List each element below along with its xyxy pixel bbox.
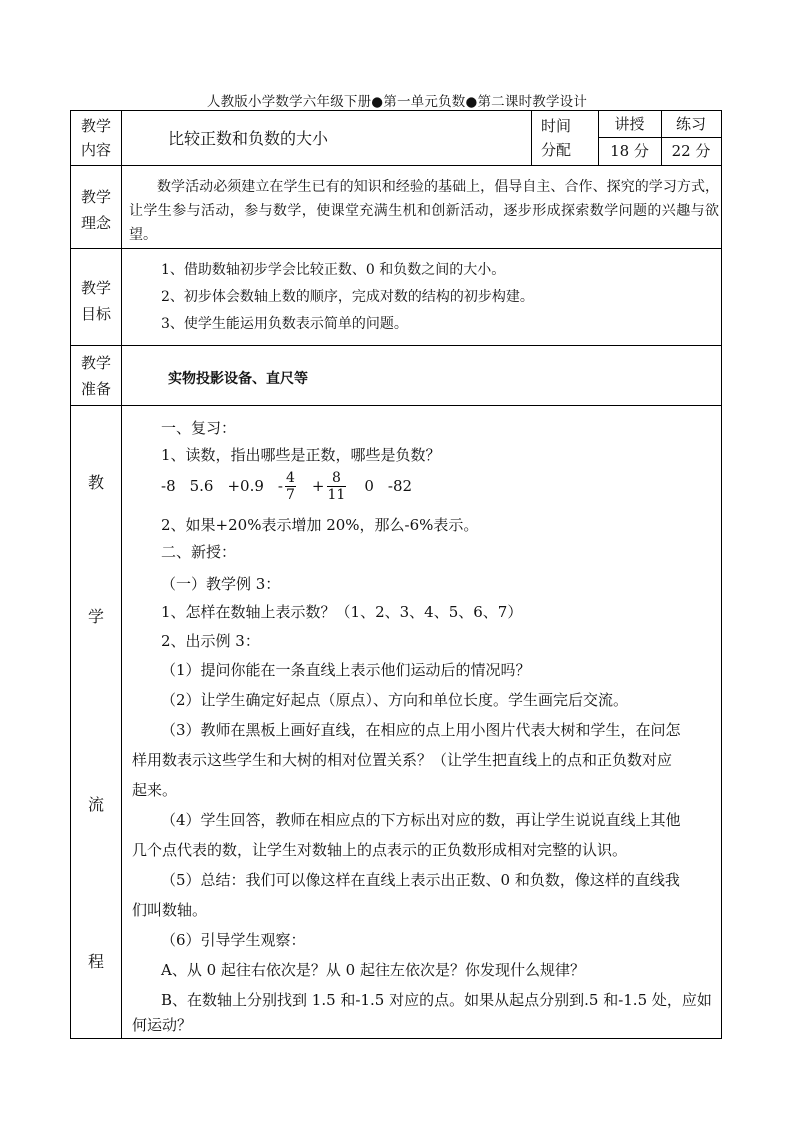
sub-step-1: （1）提问你能在一条直线上表示他们运动后的情况吗？ (161, 661, 531, 679)
row-label-prep-2: 准备 (80, 380, 111, 398)
document-header-title: 人教版小学数学六年级下册●第一单元负数●第二课时教学设计 (206, 94, 588, 110)
step-2: 2、出示例 3： (161, 632, 260, 650)
row-label-idea-2: 理念 (80, 214, 111, 232)
row-divider (598, 137, 721, 138)
process-label-char: 学 (87, 607, 104, 626)
teach-time: 18 分 (610, 142, 649, 160)
process-label-char: 程 (87, 952, 104, 971)
number-item: -82 (387, 477, 413, 495)
prep-text: 实物投影设备、直尺等 (168, 371, 308, 387)
row-divider (71, 405, 721, 406)
process-label-char: 教 (87, 473, 104, 492)
teaching-idea-text: 数学活动必须建立在学生已有的知识和经验的基础上，倡导自主、合作、探究的学习方式，让学生参与活动，参与数学，使课堂充满生机和创新活动，逐步形成探索数学问题的兴趣与欲望。 (129, 179, 719, 243)
observation-b-line-1: B、在数轴上分别找到 1.5 和-1.5 对应的点。如果从起点分别到.5 和-1.5 处，应如 (161, 991, 712, 1009)
row-label-content-2: 内容 (80, 141, 111, 159)
number-item: +0.9 (227, 477, 264, 495)
sub-step-3-line-2: 样用数表示这些学生和大树的相对位置关系？（让学生把直线上的点和正负数对应 (132, 751, 673, 769)
time-label-1: 时间 (541, 117, 572, 135)
sub-step-2: （2）让学生确定好起点（原点）、方向和单位长度。学生画完后交流。 (161, 691, 629, 709)
review-question-2: 2、如果+20%表示增加 20%，那么-6%表示。 (161, 516, 479, 534)
goal-item: 1、借助数轴初步学会比较正数、0 和负数之间的大小。 (161, 262, 506, 278)
number-list (161, 466, 412, 506)
practice-time: 22 分 (671, 142, 711, 160)
sub-step-5-line-2: 们叫数轴。 (132, 901, 208, 919)
observation-b-line-2: 何运动？ (132, 1016, 193, 1034)
row-label-goal-1: 教学 (80, 279, 111, 297)
lesson-title: 比较正数和负数的大小 (168, 129, 329, 148)
sub-step-3-line-3: 起来。 (132, 781, 178, 799)
row-label-goal-2: 目标 (80, 305, 111, 323)
row-label-idea-1: 教学 (80, 188, 111, 206)
row-divider (71, 165, 721, 166)
number-item: -8 (161, 477, 176, 495)
teach-label: 讲授 (614, 115, 645, 133)
column-divider (121, 111, 122, 1038)
row-label-prep-1: 教学 (80, 354, 111, 372)
fraction-sign: + (311, 477, 325, 495)
number-item: 0 (364, 477, 374, 495)
example-heading: （一）教学例 3： (161, 575, 281, 593)
row-label-content-1: 教学 (80, 117, 111, 135)
fraction-numerator: 8 (327, 470, 347, 487)
row-divider (71, 248, 721, 249)
sub-step-4-line-1: （4）学生回答，教师在相应点的下方标出对应的数，再让学生说说直线上其他 (161, 811, 681, 829)
new-section-heading: 二、新授： (161, 543, 237, 561)
practice-label: 练习 (675, 115, 706, 133)
review-heading: 一、复习： (161, 419, 237, 437)
column-divider (531, 111, 532, 165)
fraction-item (327, 470, 347, 503)
sub-step-5-line-1: （5）总结：我们可以像这样在直线上表示出正数、0 和负数，像这样的直线我 (161, 871, 680, 889)
fraction-numerator: 4 (286, 469, 295, 486)
time-label-2: 分配 (541, 141, 572, 159)
sub-step-6: （6）引导学生观察： (161, 931, 306, 949)
fraction-denominator: 7 (286, 486, 295, 503)
sub-step-4-line-2: 几个点代表的数，让学生对数轴上的点表示的正负数形成相对完整的认识。 (132, 841, 628, 859)
process-label-char: 流 (87, 795, 104, 814)
number-item: 5.6 (189, 477, 214, 495)
review-question-1: 1、读数，指出哪些是正数，哪些是负数？ (161, 446, 441, 464)
fraction-sign: - (277, 477, 283, 495)
fraction-item (285, 470, 296, 503)
row-divider (71, 345, 721, 346)
goal-item: 2、初步体会数轴上数的顺序，完成对数的结构的初步构建。 (161, 289, 534, 305)
step-1: 1、怎样在数轴上表示数？（1、2、3、4、5、6、7） (161, 603, 523, 621)
sub-step-3-line-1: （3）教师在黑板上画好直线，在相应的点上用小图片代表大树和学生，在问怎 (161, 721, 681, 739)
observation-a: A、从 0 起往右依次是？从 0 起往左依次是？你发现什么规律？ (161, 961, 585, 979)
fraction-denominator: 11 (327, 486, 346, 503)
goal-item: 3、使学生能运用负数表示简单的问题。 (161, 316, 408, 332)
